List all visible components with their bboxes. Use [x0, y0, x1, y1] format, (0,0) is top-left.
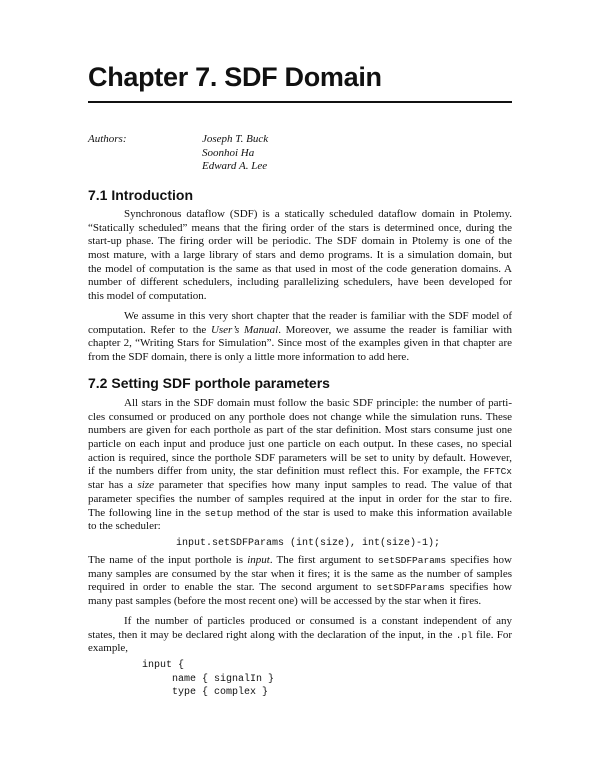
authors-label: Authors: [88, 133, 127, 145]
authors-list [202, 133, 268, 174]
paragraph-porthole-3: If the number of particles produced or consumed is a constant independent of any states, then it may be declared right along with the declaration of the input, in the .pl file. For example, [88, 615, 512, 655]
paragraph-intro-2: We assume in this very short chapter that the reader is familiar with the SDF model of computation. Refer to the User’s Manual. Moreover, we assume the reader is familiar with chapter 2, “Writing Stars for Simulation”. Since most of the examples given in that chapter are from the SDF domain, there is only a little more information to add here. [88, 310, 512, 364]
code-setsdfparams-call: input.setSDFParams (int(size), int(size)-1); [176, 538, 441, 549]
author-name: Soonhoi Ha [202, 146, 255, 159]
paragraph-porthole-2: The name of the input porthole is input. The first argument to setSDFParams specifies how many samples are consumed by the star when it fires; it is the same as the number of samples required in order to enable the star. The second argument to setSDFParams specifies how many past samples (before the most recent one) will be accessed by the star when it fires. [88, 554, 512, 608]
section-heading-introduction: 7.1 Introduction [88, 187, 193, 203]
paragraph-intro-1: Synchronous dataflow (SDF) is a statically scheduled dataflow domain in Ptolemy. “Statically scheduled” means that the firing order of the stars is determined once, during the start-up phase. The firing order will be periodic. The SDF domain in Ptolemy is one of the most mature, with a large library of stars and demo programs. It is a simulation domain, but the model of computation is the same as that used in most of the code generation domains. A number of different schedulers, including parallelizing schedulers, have been developed for this model of computation. [88, 208, 512, 303]
paragraph-porthole-1: All stars in the SDF domain must follow the basic SDF principle: the number of parti- cles consumed or produced on any porthole does not change while the simulation runs. These numbers are given for each porthole as part of the star definition. Most stars consume just one particle on each input and produce just one particle on each output. In these cases, no special action is required, since the porthole SDF parameters will be set to unity by default. However, if the numbers differ from unity, the star definition must reflect this. For example, the FFTCx star has a size parameter that specifies how many input samples to read. The value of that parameter specifies the number of samples required at the input in order for the star to fire. The following line in the setup method of the star is used to make this information available to the scheduler: [88, 397, 512, 533]
section-heading-porthole-parameters: 7.2 Setting SDF porthole parameters [88, 375, 330, 391]
title-rule [88, 101, 512, 103]
author-name: Edward A. Lee [202, 160, 268, 172]
author-name: Joseph T. Buck [202, 133, 269, 145]
code-input-declaration: input { name { signalIn } type { complex } [142, 660, 275, 699]
chapter-title: Chapter 7. SDF Domain [88, 62, 382, 92]
